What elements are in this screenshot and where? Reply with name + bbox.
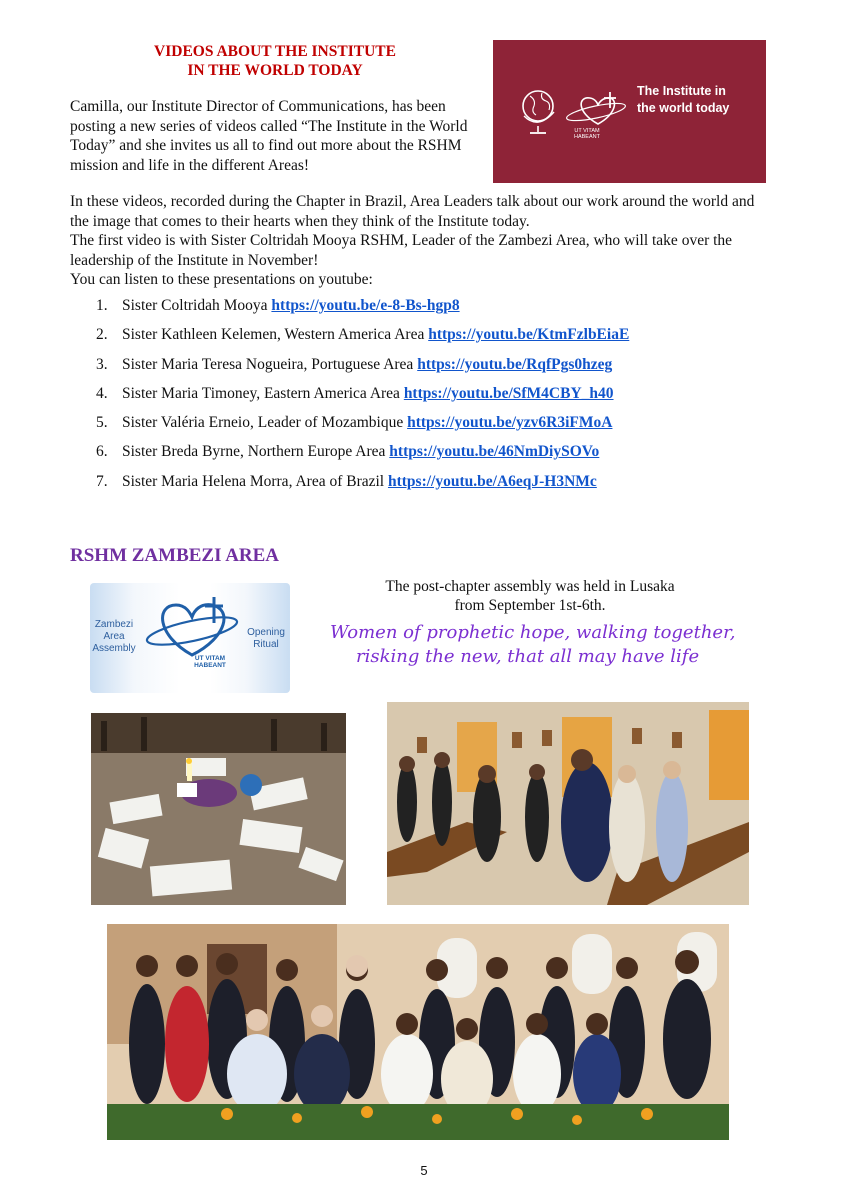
list-item-number: 7. <box>96 472 108 490</box>
logo-motto-line2: HABEANT <box>194 662 226 669</box>
logo-right-caption <box>242 627 290 651</box>
video-link[interactable]: https://youtu.be/46NmDiySOVo <box>389 443 600 461</box>
logo-left-caption <box>92 619 136 655</box>
assembly-line2: from September 1st-6th. <box>454 597 606 614</box>
banner-logo-motto-line1: UT VITAM <box>574 128 600 134</box>
group-photo <box>107 924 729 1140</box>
list-item-text: Sister Maria Helena Morra, Area of Brazil <box>122 472 388 490</box>
assembly-motto <box>330 621 750 669</box>
videos-paragraph-3: You can listen to these presentations on youtube: <box>70 271 373 288</box>
videos-heading <box>70 42 480 80</box>
institute-banner-image <box>493 40 766 183</box>
zambezi-heading: RSHM ZAMBEZI AREA <box>70 545 280 566</box>
chapel-photo <box>387 702 749 905</box>
video-link[interactable]: https://youtu.be/A6eqJ-H3NMc <box>387 472 597 490</box>
list-item <box>96 325 629 354</box>
list-item-text: Sister Maria Teresa Nogueira, Portuguese Area <box>122 355 418 373</box>
zambezi-assembly-logo <box>90 583 290 693</box>
list-item-text: Sister Coltridah Mooya <box>122 297 272 314</box>
video-link[interactable]: https://youtu.be/e-8-Bs-hgp8 <box>271 297 460 314</box>
logo-motto <box>190 655 230 669</box>
list-item-number: 1. <box>96 297 108 314</box>
banner-caption-line1: The Institute in <box>637 84 726 98</box>
list-item <box>96 384 629 413</box>
videos-intro: Camilla, our Institute Director of Communications, has been posting a new series of videos called “The Institute in the World Today” and she invites us all to find out more about the RSHM mission and life in the different Areas! <box>70 98 468 174</box>
list-item-number: 5. <box>96 414 108 432</box>
list-item-number: 2. <box>96 326 108 344</box>
assembly-line1: The post-chapter assembly was held in Lusaka <box>385 578 675 595</box>
videos-heading-line2: IN THE WORLD TODAY <box>187 62 363 79</box>
video-link[interactable]: https://youtu.be/RqfPgs0hzeg <box>417 355 613 373</box>
video-link[interactable]: https://youtu.be/yzv6R3iFMoA <box>407 414 613 432</box>
list-item <box>96 355 629 384</box>
page-number: 5 <box>420 1163 428 1178</box>
video-list <box>96 296 629 501</box>
list-item <box>96 442 629 471</box>
list-item <box>96 472 629 501</box>
chapel-photo-art <box>387 702 749 905</box>
list-item-number: 6. <box>96 443 108 461</box>
videos-body <box>70 192 775 290</box>
banner-caption-line2: the world today <box>637 101 730 115</box>
video-link[interactable]: https://youtu.be/SfM4CBY_h40 <box>403 384 614 402</box>
videos-paragraph-1: In these videos, recorded during the Chapter in Brazil, Area Leaders talk about our work around the world and the image that comes to their hearts when they think of the Institute today. <box>70 193 755 230</box>
list-item <box>96 296 629 325</box>
logo-right-line1: Opening <box>247 627 285 638</box>
logo-left-line3: Assembly <box>92 643 136 654</box>
video-link[interactable]: https://youtu.be/KtmFzlbEiaE <box>428 326 630 344</box>
logo-motto-line1: UT VITAM <box>194 655 226 662</box>
opening-ritual-photo <box>91 713 346 905</box>
list-item-number: 3. <box>96 355 108 373</box>
logo-left-line2: Area <box>103 631 125 642</box>
list-item-text: Sister Breda Byrne, Northern Europe Area <box>122 443 390 461</box>
videos-heading-line1: VIDEOS ABOUT THE INSTITUTE <box>154 43 396 60</box>
heart-cross-logo-icon <box>142 593 242 663</box>
banner-caption <box>637 83 729 117</box>
logo-right-line2: Ritual <box>253 639 279 650</box>
videos-paragraph-2: The first video is with Sister Coltridah Mooya RSHM, Leader of the Zambezi Area, who will take over the leadership of the Institute in November! <box>70 232 733 269</box>
logo-left-line1: Zambezi <box>94 619 134 630</box>
list-item-text: Sister Valéria Erneio, Leader of Mozambique <box>122 414 408 432</box>
list-item-number: 4. <box>96 384 108 402</box>
group-photo-art <box>107 924 729 1140</box>
motto-line2: risking the new, that all may have life <box>356 646 700 667</box>
list-item-text: Sister Kathleen Kelemen, Western America Area <box>122 326 429 344</box>
banner-logo-motto-line2: HABEANT <box>574 134 600 140</box>
motto-line1: Women of prophetic hope, walking together, <box>330 622 736 643</box>
list-item-text: Sister Maria Timoney, Eastern America Area <box>122 384 404 402</box>
list-item <box>96 413 629 442</box>
banner-logo-motto <box>567 128 607 140</box>
opening-ritual-photo-art <box>91 713 346 905</box>
assembly-info <box>350 577 710 615</box>
